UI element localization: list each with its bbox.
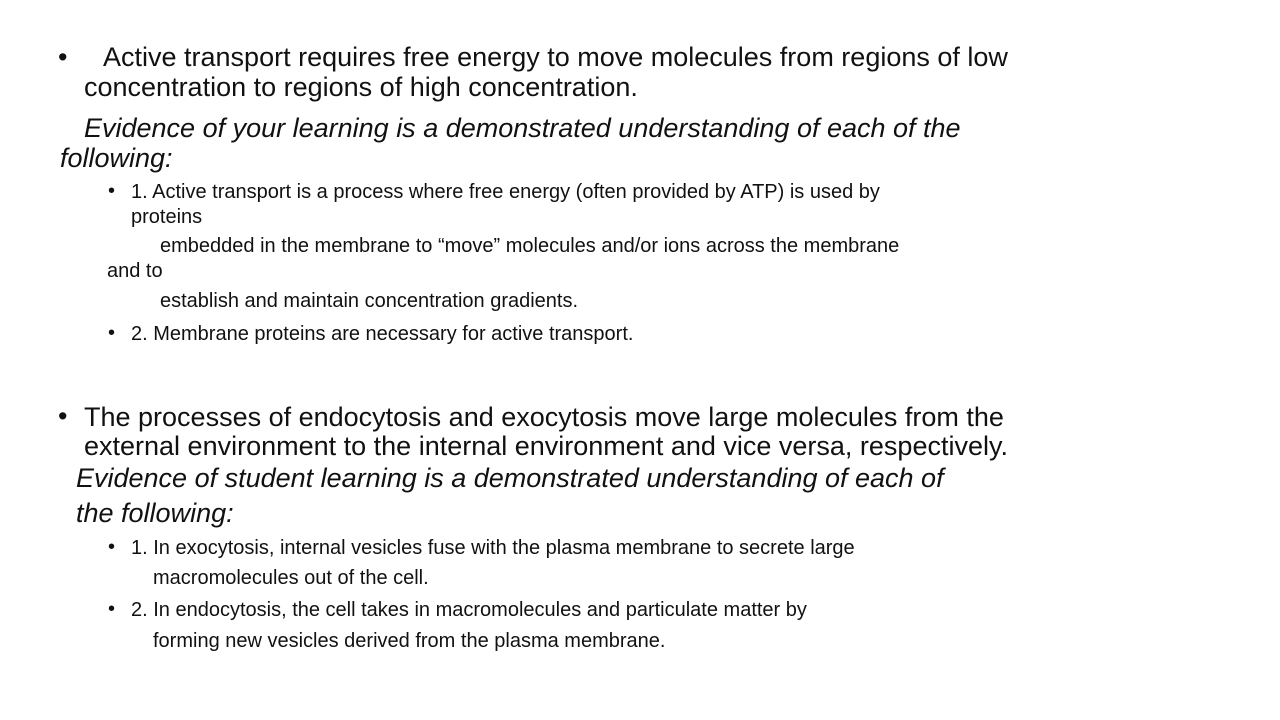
section2-evidence-line1: Evidence of student learning is a demonstrated understanding of each of: [76, 463, 944, 493]
section1-item1-line4: and to: [107, 260, 163, 282]
section1-evidence-line2: following:: [60, 143, 173, 173]
bullet-glyph: •: [108, 322, 116, 344]
section1-main-line1: Active transport requires free energy to move molecules from regions of low: [103, 42, 1008, 72]
section2-item1-line1: 1. In exocytosis, internal vesicles fuse with the plasma membrane to secrete large: [131, 537, 855, 559]
section1-item1-line2: proteins: [131, 206, 203, 228]
section1-item1-line3: embedded in the membrane to “move” molecules and/or ions across the membrane: [160, 235, 900, 257]
section1-main-line2: concentration to regions of high concentration.: [84, 72, 638, 102]
section2-evidence-line2: the following:: [76, 498, 234, 528]
bullet-glyph: •: [58, 401, 68, 431]
section2-main-line1: The processes of endocytosis and exocytosis move large molecules from the: [84, 402, 1004, 432]
section1-item1-line5: establish and maintain concentration gradients.: [160, 290, 579, 312]
bullet-glyph: •: [108, 180, 116, 202]
bullet-glyph: •: [108, 598, 116, 620]
section2-item2-line2: forming new vesicles derived from the plasma membrane.: [153, 630, 666, 652]
section2-item2-line1: 2. In endocytosis, the cell takes in macromolecules and particulate matter by: [131, 599, 807, 621]
section1-item2-line1: 2. Membrane proteins are necessary for active transport.: [131, 323, 634, 345]
bullet-glyph: •: [108, 536, 116, 558]
section2-item1-line2: macromolecules out of the cell.: [153, 567, 429, 589]
bullet-glyph: •: [58, 42, 68, 72]
section2-main-line2: external environment to the internal environment and vice versa, respectively.: [84, 431, 1008, 461]
section1-item1-line1: 1. Active transport is a process where free energy (often provided by ATP) is used by: [131, 181, 880, 203]
section1-evidence-line1: Evidence of your learning is a demonstrated understanding of each of the: [84, 113, 961, 143]
